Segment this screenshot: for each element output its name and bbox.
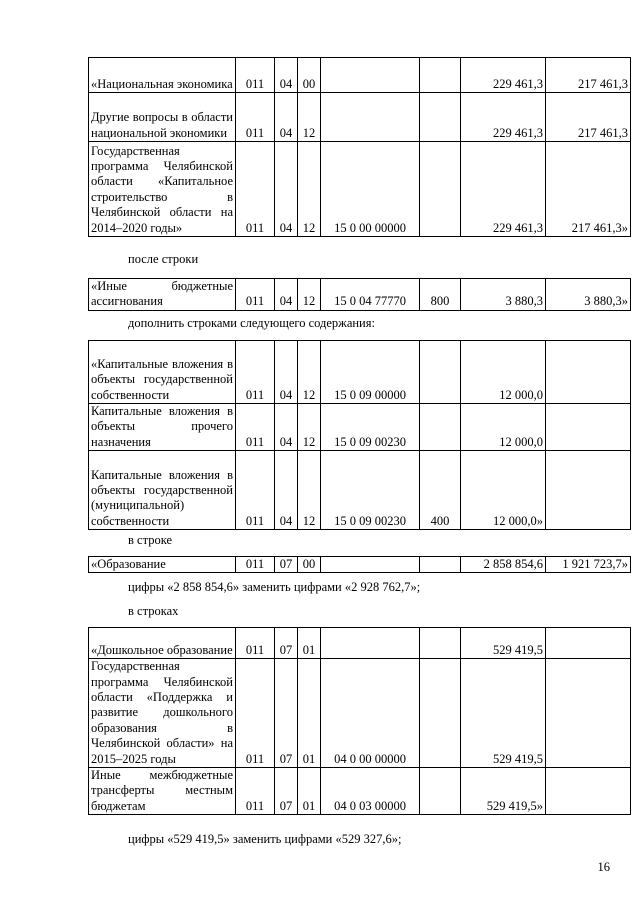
row-name: «Дошкольное образование bbox=[89, 628, 236, 659]
row-name: Иные межбюджетные трансферты местным бюджетам bbox=[89, 768, 236, 815]
cell-target-article: 15 0 09 00230 bbox=[321, 451, 420, 530]
cell-target-article: 15 0 00 00000 bbox=[321, 142, 420, 237]
table-other-allocations bbox=[88, 278, 628, 311]
cell-subsection: 01 bbox=[298, 628, 321, 659]
row-name: «Национальная экономика bbox=[89, 58, 236, 93]
cell-amount-1: 229 461,3 bbox=[461, 58, 546, 93]
table-row bbox=[89, 279, 631, 311]
cell-target-article: 15 0 04 77770 bbox=[321, 279, 420, 311]
note-after-row: после строки bbox=[128, 252, 199, 266]
table-education bbox=[88, 556, 628, 573]
cell-expense-type bbox=[420, 628, 461, 659]
cell-target-article: 15 0 09 00230 bbox=[321, 404, 420, 451]
row-name: Капитальные вложения в объекты государственной (муниципальной) собственности bbox=[89, 451, 236, 530]
row-name: «Иные бюджетные ассигнования bbox=[89, 279, 236, 311]
cell-amount-2 bbox=[546, 404, 631, 451]
table-row bbox=[89, 58, 631, 93]
cell-amount-1: 12 000,0 bbox=[461, 404, 546, 451]
cell-subsection: 12 bbox=[298, 341, 321, 404]
cell-ministry: 011 bbox=[236, 451, 275, 530]
cell-section: 04 bbox=[275, 93, 298, 142]
table-row bbox=[89, 404, 631, 451]
page-number: 16 bbox=[597, 860, 610, 874]
cell-ministry: 011 bbox=[236, 341, 275, 404]
cell-amount-1: 229 461,3 bbox=[461, 142, 546, 237]
cell-ministry: 011 bbox=[236, 404, 275, 451]
cell-subsection: 12 bbox=[298, 404, 321, 451]
cell-ministry: 011 bbox=[236, 279, 275, 311]
cell-subsection: 00 bbox=[298, 557, 321, 573]
cell-amount-1: 12 000,0» bbox=[461, 451, 546, 530]
cell-expense-type bbox=[420, 659, 461, 768]
cell-amount-2: 217 461,3» bbox=[546, 142, 631, 237]
cell-ministry: 011 bbox=[236, 93, 275, 142]
cell-expense-type bbox=[420, 557, 461, 573]
cell-expense-type bbox=[420, 341, 461, 404]
cell-amount-1: 529 419,5» bbox=[461, 768, 546, 815]
cell-ministry: 011 bbox=[236, 142, 275, 237]
cell-section: 07 bbox=[275, 557, 298, 573]
cell-ministry: 011 bbox=[236, 659, 275, 768]
table-row bbox=[89, 768, 631, 815]
cell-expense-type bbox=[420, 768, 461, 815]
cell-amount-1: 529 419,5 bbox=[461, 628, 546, 659]
cell-target-article bbox=[321, 557, 420, 573]
cell-target-article bbox=[321, 93, 420, 142]
table-national-economy bbox=[88, 57, 628, 237]
cell-section: 07 bbox=[275, 628, 298, 659]
cell-amount-1: 3 880,3 bbox=[461, 279, 546, 311]
cell-section: 04 bbox=[275, 58, 298, 93]
cell-section: 04 bbox=[275, 142, 298, 237]
cell-subsection: 12 bbox=[298, 279, 321, 311]
cell-target-article: 04 0 03 00000 bbox=[321, 768, 420, 815]
row-name: «Капитальные вложения в объекты государственной собственности bbox=[89, 341, 236, 404]
cell-amount-2 bbox=[546, 341, 631, 404]
cell-expense-type bbox=[420, 93, 461, 142]
cell-section: 07 bbox=[275, 659, 298, 768]
cell-ministry: 011 bbox=[236, 628, 275, 659]
cell-section: 07 bbox=[275, 768, 298, 815]
cell-expense-type: 800 bbox=[420, 279, 461, 311]
cell-expense-type bbox=[420, 404, 461, 451]
cell-subsection: 01 bbox=[298, 659, 321, 768]
table-row bbox=[89, 557, 631, 573]
cell-amount-1: 12 000,0 bbox=[461, 341, 546, 404]
cell-amount-1: 529 419,5 bbox=[461, 659, 546, 768]
cell-expense-type bbox=[420, 58, 461, 93]
cell-target-article bbox=[321, 58, 420, 93]
cell-amount-2 bbox=[546, 628, 631, 659]
table-preschool-education bbox=[88, 627, 620, 815]
row-name: Капитальные вложения в объекты прочего назначения bbox=[89, 404, 236, 451]
cell-amount-2: 217 461,3 bbox=[546, 93, 631, 142]
cell-section: 04 bbox=[275, 451, 298, 530]
note-add-rows: дополнить строками следующего содержания: bbox=[128, 316, 375, 330]
note-in-row: в строке bbox=[128, 533, 173, 547]
note-replace-preschool: цифры «529 419,5» заменить цифрами «529 327,6»; bbox=[128, 832, 402, 846]
row-name: «Образование bbox=[89, 557, 236, 573]
row-name: Государственная программа Челябинской области «Поддержка и развитие дошкольного образования в Челябинской области» на 2015–2025 годы bbox=[89, 659, 236, 768]
cell-expense-type: 400 bbox=[420, 451, 461, 530]
cell-target-article: 04 0 00 00000 bbox=[321, 659, 420, 768]
table-row bbox=[89, 659, 631, 768]
row-name: Другие вопросы в области национальной экономики bbox=[89, 93, 236, 142]
cell-section: 04 bbox=[275, 341, 298, 404]
table-row bbox=[89, 341, 631, 404]
table-capital-investments bbox=[88, 340, 620, 530]
table-row bbox=[89, 451, 631, 530]
cell-expense-type bbox=[420, 142, 461, 237]
cell-amount-2 bbox=[546, 768, 631, 815]
cell-amount-1: 2 858 854,6 bbox=[461, 557, 546, 573]
cell-amount-2: 1 921 723,7» bbox=[546, 557, 631, 573]
cell-ministry: 011 bbox=[236, 557, 275, 573]
cell-amount-2 bbox=[546, 659, 631, 768]
cell-amount-2: 217 461,3 bbox=[546, 58, 631, 93]
cell-target-article: 15 0 09 00000 bbox=[321, 341, 420, 404]
cell-target-article bbox=[321, 628, 420, 659]
note-replace-education: цифры «2 858 854,6» заменить цифрами «2 928 762,7»; bbox=[128, 580, 421, 594]
cell-amount-2 bbox=[546, 451, 631, 530]
cell-amount-1: 229 461,3 bbox=[461, 93, 546, 142]
row-name: Государственная программа Челябинской области «Капитальное строительство в Челябинской области на 2014–2020 годы» bbox=[89, 142, 236, 237]
cell-ministry: 011 bbox=[236, 768, 275, 815]
cell-ministry: 011 bbox=[236, 58, 275, 93]
note-in-rows: в строках bbox=[128, 604, 179, 618]
cell-subsection: 00 bbox=[298, 58, 321, 93]
table-row bbox=[89, 628, 631, 659]
cell-subsection: 01 bbox=[298, 768, 321, 815]
cell-subsection: 12 bbox=[298, 451, 321, 530]
cell-amount-2: 3 880,3» bbox=[546, 279, 631, 311]
table-row bbox=[89, 142, 631, 237]
table-row bbox=[89, 93, 631, 142]
cell-section: 04 bbox=[275, 279, 298, 311]
cell-section: 04 bbox=[275, 404, 298, 451]
cell-subsection: 12 bbox=[298, 142, 321, 237]
cell-subsection: 12 bbox=[298, 93, 321, 142]
